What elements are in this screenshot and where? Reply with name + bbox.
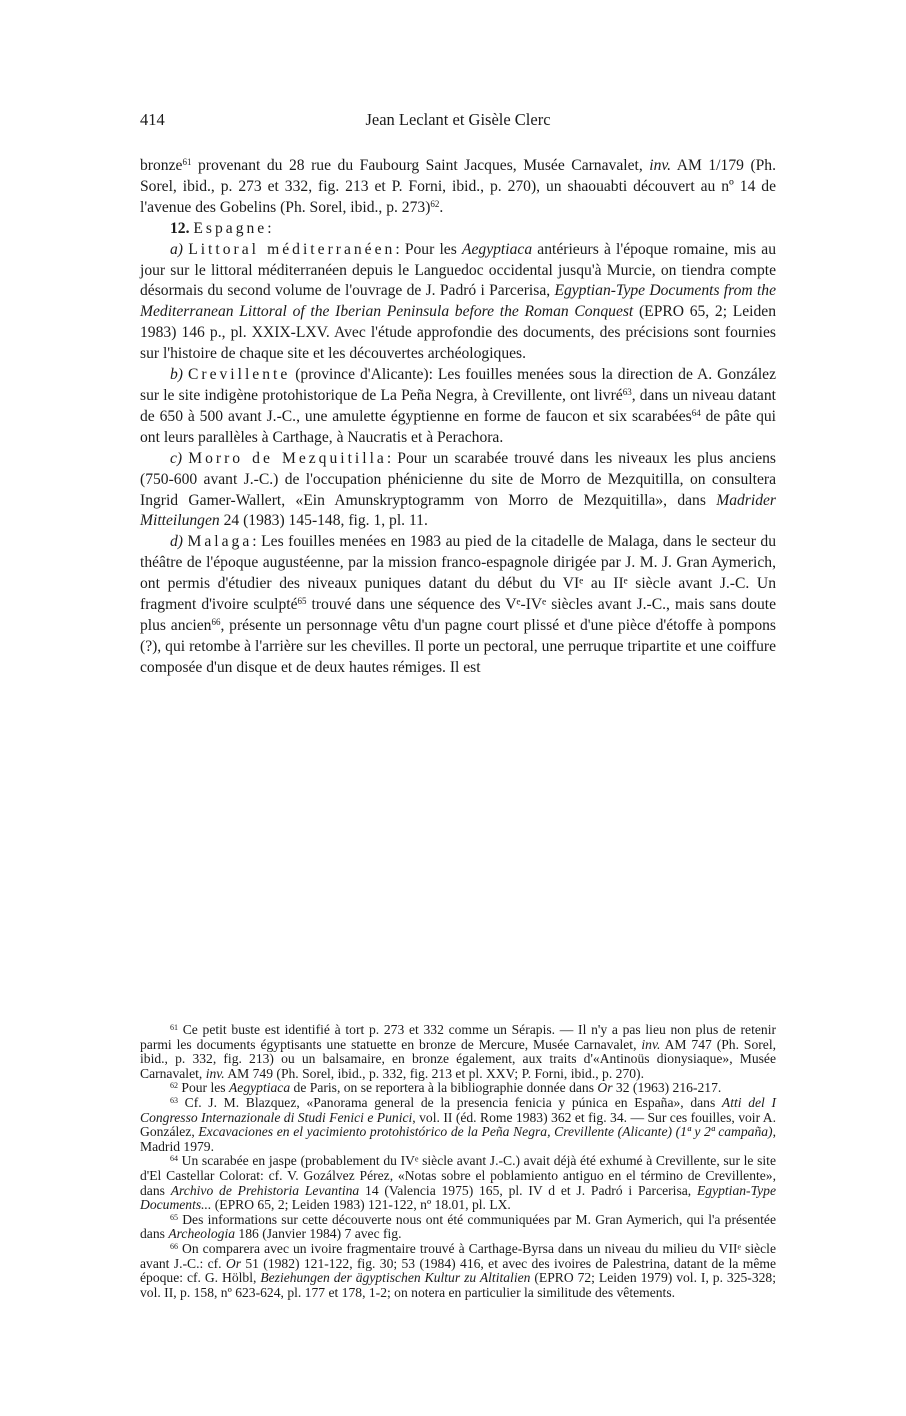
paragraph-paris-continued: bronze$^{61}$ provenant du 28 rue du Faubourg Saint Jacques, Musée Carnavalet, inv. AM 1/179 (Ph. Sorel, ibid., p. 273 et 332, fig. 213 et P. Forni, ibid., p. 270), un shaouabti découvert au nº 14 de l'avenue des Gobelins (Ph. Sorel, ibid., p. 273)$^{62}$. xyxy=(140,157,776,216)
running-header xyxy=(140,110,776,140)
body-text xyxy=(140,156,776,679)
footnote-64: $^{64}$ Un scarabée en jaspe (probablement du IVᵉ siècle avant J.-C.) avait déjà été exhumé à Crevillente, sur le site d'El Castellar Colorat: cf. V. Gozálvez Pérez, «Notas sobre el poblamiento antiguo en el término de Crevillente», dans Archivo de Prehistoria Levantina 14 (Valencia 1975) 165, pl. IV d et J. Padró i Parcerisa, Egyptian-Type Documents... (EPRO 65, 2; Leiden 1983) 121-122, nº 18.01, pl. LX. xyxy=(140,1153,776,1213)
paragraph-malaga: d) Malaga: Les fouilles menées en 1983 au pied de la citadelle de Malaga, dans le secteur du théâtre de l'époque augustéenne, par la mission franco-espagnole dirigée par J. M. J. Gran Aymerich, ont permis d'étudier des niveaux puniques datant du début du VIᵉ au IIᵉ siècle avant J.-C. Un fragment d'ivoire sculpté$^{65}$ trouvé dans une séquence des Vᵉ-IVᵉ siècles avant J.-C., mais sans doute plus ancien$^{66}$, présente un personnage vêtu d'un pagne court plissé et d'une pièce d'étoffe à pompons (?), qui retombe à l'arrière sur les chevilles. Il porte un pectoral, une perruque tripartite et une coiffure composée d'un disque et de deux hautes rémiges. Il est xyxy=(140,533,776,676)
page-number: 414 xyxy=(140,110,165,129)
paragraph-morro: c) Morro de Mezquitilla: Pour un scarabée trouvé dans les niveaux les plus anciens (750-600 avant J.-C.) de l'occupation phénicienne du site de Morro de Mezquitilla, on consultera Ingrid Gamer-Wallert, «Ein Amunskryptogramm von Morro de Mezquitilla», dans Madrider Mitteilungen 24 (1983) 145-148, fig. 1, pl. 11. xyxy=(140,449,776,530)
footnote-ref-64[interactable]: 64 xyxy=(691,407,701,418)
footnote-65: $^{65}$ Des informations sur cette découverte nous ont été communiquées par M. Gran Aymerich, qui l'a présentée dans Archeologia 186 (Janvier 1984) 7 avec fig. xyxy=(140,1211,776,1242)
paragraph-crevillente: b) Crevillente (province d'Alicante): Les fouilles menées sous la direction de A. González sur le site indigène protohistorique de La Peña Negra, à Crevillente, ont livré$^{63}$, dans un niveau datant de 650 à 500 avant J.-C., une amulette égyptienne en forme de faucon et six scarabées$^{64}$ de pâte qui ont leurs parallèles à Carthage, à Naucratis et à Perachora. xyxy=(140,366,777,446)
footnote-62: $^{62}$ Pour les Aegyptiaca de Paris, on se reportera à la bibliographie donnée dans Or 32 (1963) 216-217. xyxy=(170,1080,722,1096)
footnotes xyxy=(140,1023,776,1300)
footnote-63: $^{63}$ Cf. J. M. Blazquez, «Panorama general de la presencia fenicia y púnica en España», dans Atti del I Congresso Internazionale di Studi Fenici e Punici, vol. II (éd. Rome 1983) 362 et fig. 34. — Sur ces fouilles, voir A. González, Excavaciones en el yacimiento protohistórico de la Peña Negra, Crevillente (Alicante) (1ª y 2ª campaña), Madrid 1979. xyxy=(140,1094,777,1154)
footnote-66: $^{66}$ On comparera avec un ivoire fragmentaire trouvé à Carthage-Byrsa dans un niveau du milieu du VIIᵉ siècle avant J.-C.: cf. Or 51 (1982) 121-122, fig. 30; 53 (1984) 416, et avec des ivoires de Palestrina, datant de la même époque: cf. G. Hölbl, Beziehungen der ägyptischen Kultur zu Altitalien (EPRO 72; Leiden 1979) vol. I, p. 325-328; vol. II, p. 158, nº 623-624, pl. 177 et 178, 1-2; on notera en particulier la similitude des vêtements. xyxy=(140,1240,777,1300)
footnote-ref-61[interactable]: 61 xyxy=(182,157,192,167)
footnote-ref-66[interactable]: 66 xyxy=(211,616,221,627)
section-heading-espagne: 12. Espagne: xyxy=(170,219,272,237)
running-head-authors: Jean Leclant et Gisèle Clerc xyxy=(365,110,551,129)
paragraph-littoral: a) Littoral méditerranéen: Pour les Aegyptiaca antérieurs à l'époque romaine, mis au jour sur le littoral méditerranéen depuis le Languedoc occidental jusqu'à Murcie, on tiendra compte désormais du second volume de l'ouvrage de J. Padró i Parcerisa, Egyptian-Type Documents from the Mediterranean Littoral of the Iberian Peninsula before the Roman Conquest (EPRO 65, 2; Leiden 1983) 146 p., pl. XXIX-LXV. Avec l'étude approfondie des documents, des précisions sont fournies sur l'histoire de chaque site et les découvertes archéologiques. xyxy=(140,240,777,363)
footnote-ref-65[interactable]: 65 xyxy=(297,596,307,607)
footnote-ref-63[interactable]: 63 xyxy=(622,386,632,397)
page xyxy=(140,110,776,679)
footnote-61: $^{61}$ Ce petit buste est identifié à tort p. 273 et 332 comme un Sérapis. — Il n'y a pas lieu non plus de retenir parmi les documents égyptisants une statuette en bronze de Mercure, Musée Carnavalet, inv. AM 747 (Ph. Sorel, ibid., p. 332, fig. 213) ou un balsamaire, en bronze également, aux traits d'«Antinoüs dionysiaque», Musée Carnavalet, inv. AM 749 (Ph. Sorel, ibid., p. 332, fig. 213 et pl. XXV; P. Forni, ibid., p. 270). xyxy=(140,1022,776,1081)
footnote-ref-62[interactable]: 62 xyxy=(430,198,440,209)
